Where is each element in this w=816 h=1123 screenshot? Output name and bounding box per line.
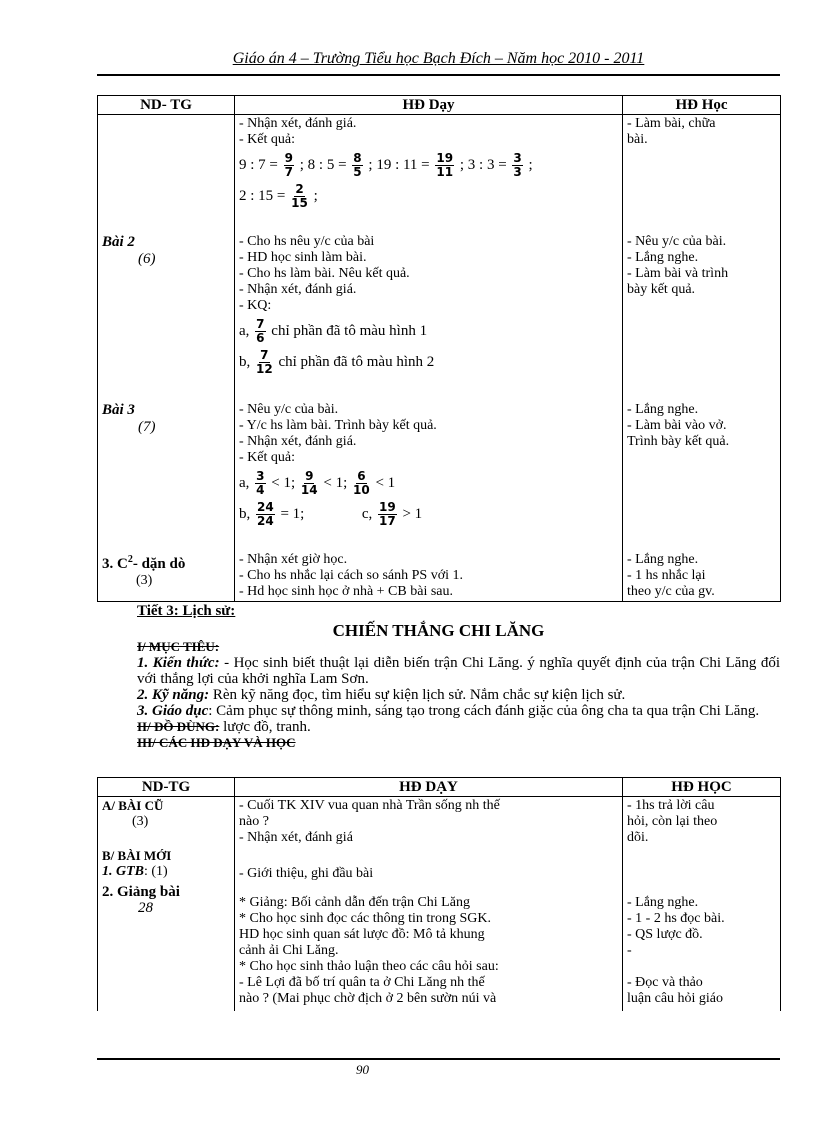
bai3-b: b, $\frac{24}{24}$ = 1; c, $\frac{19}{17}$ > 1	[239, 499, 423, 528]
footer-rule	[97, 1058, 780, 1060]
bai-cu-hoc: - 1hs trả lời câu hỏi, còn lại theo dõi.	[623, 797, 781, 848]
cung-co-label: 3. $C^2-$ dặn dò (3)	[98, 551, 235, 602]
page-number: 90	[356, 1062, 369, 1077]
bai3-hoc: - Lắng nghe. - Làm bài vào vở. Trình bày kết quả.	[623, 401, 781, 551]
cung-co-hoc: - Lắng nghe. - 1 hs nhắc lại theo y/c của gv.	[623, 551, 781, 602]
col2-header-hoc: HĐ HỌC	[623, 778, 781, 797]
hoat-dong-heading: III/ CÁC HĐ DẠY VÀ HỌC	[137, 735, 296, 750]
col2-header-day: HĐ DẠY	[235, 778, 623, 797]
header-rule	[97, 74, 780, 76]
col-header-hoc: HĐ Học	[623, 96, 781, 115]
col-header-day: HĐ Dạy	[235, 96, 623, 115]
bai-moi-label: B/ BÀI MỚI 1. GTB: (1)	[98, 847, 235, 883]
bai-cu-label: A/ BÀI CŨ (3)	[98, 797, 235, 848]
col2-header-nd: ND-TG	[98, 778, 235, 797]
bai2-day: - Cho hs nêu y/c của bài - HD học sinh làm bài. - Cho hs làm bài. Nêu kết quả. - Nhận xét, đánh giá. - KQ: a, $\frac{7}{6}$ chỉ phần đã tô màu hình 1 b, $\frac{7}{12}$ chỉ phần đã tô màu hình 2	[235, 233, 623, 401]
lesson-tiet: Tiết 3: Lịch sử:	[137, 603, 236, 619]
col-header-nd: ND- TG	[98, 96, 235, 115]
giang-bai-day: * Giảng: Bối cảnh dẫn đến trận Chi Lăng * Cho học sinh đọc các thông tin trong SGK. HD học sinh quan sát lược đồ: Mô tả khung cảnh ải Chi Lăng. * Cho học sinh thảo luận theo các câu hỏi sau: - Lê Lợi đã bố trí quân ta ở Chi Lăng nh thế nào ? (Mai phục chờ địch ở 2 bên sườn núi và	[235, 883, 623, 1011]
do-dung: II/ ĐỒ DÙNG: lược đồ, tranh.	[137, 719, 311, 735]
lesson-title: CHIẾN THẮNG CHI LĂNG	[332, 621, 545, 640]
bai3-label: Bài 3 (7)	[98, 401, 235, 551]
bai2-hoc: - Nêu y/c của bài. - Lắng nghe. - Làm bài và trình bày kết quả.	[623, 233, 781, 401]
giang-bai-label: 2. Giảng bài 28	[98, 883, 235, 1011]
bai3-day: - Nêu y/c của bài. - Y/c hs làm bài. Trình bày kết quả. - Nhận xét, đánh giá. - Kết quả: a, $\frac{3}{4}$ < 1; $\frac{9}{14}$ < 1; $\frac{6}{10}$ < 1 b, $\frac{24}{24}$ = 1; c, $\frac{19}{17}$ > 1	[235, 401, 623, 551]
lesson-table-2	[97, 777, 781, 1011]
bai-cu-day: - Cuối TK XIV vua quan nhà Trần sống nh thế nào ? - Nhận xét, đánh giá	[235, 797, 623, 848]
cung-co-day: - Nhận xét giờ học. - Cho hs nhắc lại cách so sánh PS với 1. - Hd học sinh học ở nhà + CB bài sau.	[235, 551, 623, 602]
bai-moi-day: - Giới thiệu, ghi đầu bài	[235, 847, 623, 883]
page-header: Giáo án 4 – Trường Tiểu học Bạch Đích – Năm học 2010 - 2011	[232, 50, 645, 67]
bai2-label: Bài 2 (6)	[98, 233, 235, 401]
bai2-a: a, $\frac{7}{6}$ chỉ phần đã tô màu hình 1	[239, 316, 428, 345]
bai1-day: - Nhận xét, đánh giá. - Kết quả: 9 : 7 = $\frac{9}{7}$ ; 8 : 5 = $\frac{8}{5}$ ; 19 : 11 = $\frac{19}{11}$ ; 3 : 3 = $\frac{3}{3}$ ; 2 : 15 = $\frac{2}{15}$ ;	[235, 115, 623, 233]
bai1-hoc: - Làm bài, chữa bài.	[623, 115, 781, 233]
muc-tieu-heading: I/ MỤC TIÊU:	[137, 639, 220, 654]
bai1-result-row1: 9 : 7 = $\frac{9}{7}$ ; 8 : 5 = $\frac{8}{5}$ ; 19 : 11 = $\frac{19}{11}$ ; 3 : 3 = $\frac{3}{3}$ ;	[239, 151, 533, 179]
bai2-b: b, $\frac{7}{12}$ chỉ phần đã tô màu hình 2	[239, 347, 435, 376]
bai3-a: a, $\frac{3}{4}$ < 1; $\frac{9}{14}$ < 1; $\frac{6}{10}$ < 1	[239, 468, 396, 497]
giang-bai-hoc: - Lắng nghe. - 1 - 2 hs đọc bài. - QS lược đồ. - - Đọc và thảo luận câu hỏi giáo	[623, 883, 781, 1011]
lesson-table-1	[97, 95, 781, 602]
lesson-intro	[97, 603, 780, 751]
bai1-result-row2: 2 : 15 = $\frac{2}{15}$ ;	[239, 182, 318, 210]
ky-nang: 2. Kỹ năng: Rèn kỹ năng đọc, tìm hiểu sự kiện lịch sử. Nắm chắc sự kiện lịch sử.	[137, 687, 626, 703]
kien-thuc: 1. Kiến thức: - Học sinh biết thuật lại diễn biến trận Chi Lăng. ý nghĩa quyết định của trận Chi Lăng đối với thắng lợi của khởi nghĩa Lam Sơn.	[137, 655, 781, 687]
giao-duc: 3. Giáo dục: Cảm phục sự thông minh, sáng tạo trong cách đánh giặc của ông cha ta qua trận Chi Lăng.	[137, 703, 760, 719]
